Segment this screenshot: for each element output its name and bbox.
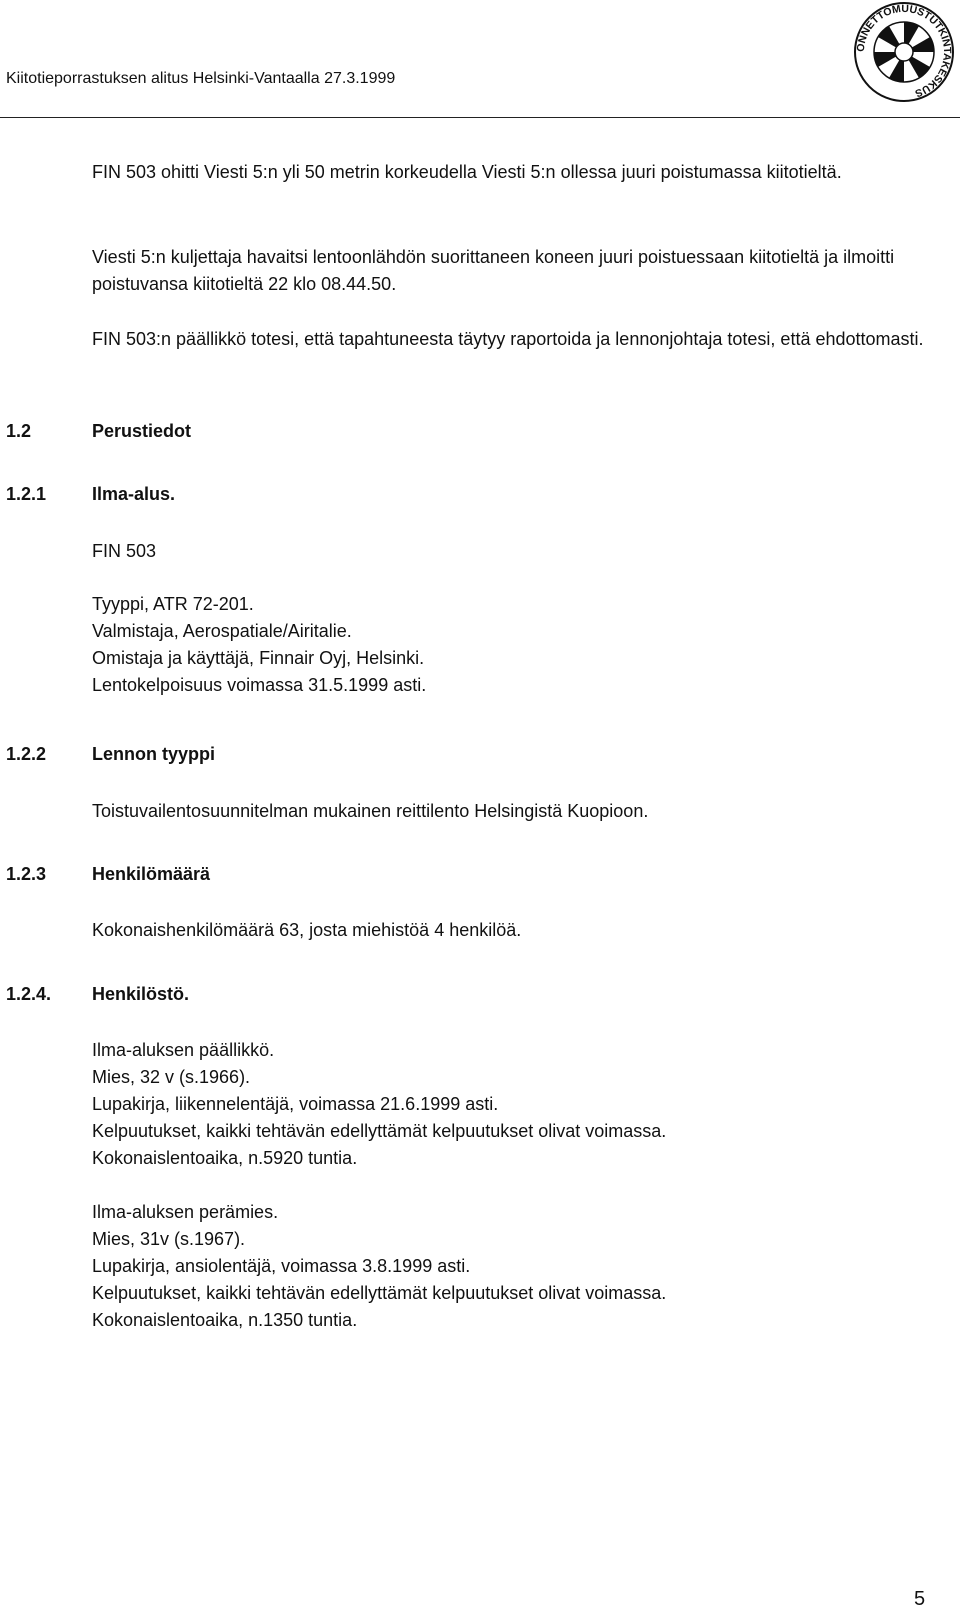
- section-number-1-2-1: 1.2.1: [6, 484, 47, 504]
- captain-ratings: Kelpuutukset, kaikki tehtävän edellyttämät kelpuutukset olivat voimassa.: [92, 1121, 667, 1141]
- aircraft-manufacturer: Valmistaja, Aerospatiale/Airitalie.: [92, 621, 352, 641]
- section-number-1-2-2: 1.2.2: [6, 744, 47, 764]
- paragraph-driver-observation: Viesti 5:n kuljettaja havaitsi lentoonlähdön suorittaneen koneen juuri poistuessaan kiitotieltä ja ilmoitti poistuvansa kiitotieltä 22 klo 08.44.50.: [92, 247, 895, 294]
- first-officer-flight-hours: Kokonaislentoaika, n.1350 tuntia.: [92, 1310, 358, 1330]
- paragraph-captain-statement: FIN 503:n päällikkö totesi, että tapahtuneesta täytyy raportoida ja lennonjohtaja totesi, että ehdottomasti.: [92, 329, 924, 349]
- captain-flight-hours: Kokonaislentoaika, n.5920 tuntia.: [92, 1148, 358, 1168]
- first-officer-age: Mies, 31v (s.1967).: [92, 1229, 246, 1249]
- flight-type-text: Toistuvailentosuunnitelman mukainen reittilento Helsingistä Kuopioon.: [92, 801, 649, 821]
- aircraft-owner-operator: Omistaja ja käyttäjä, Finnair Oyj, Helsinki.: [92, 648, 425, 668]
- section-title-perustiedot: Perustiedot: [92, 421, 192, 441]
- first-officer-heading: Ilma-aluksen perämies.: [92, 1202, 279, 1222]
- aircraft-type: Tyyppi, ATR 72-201.: [92, 594, 254, 614]
- first-officer-license: Lupakirja, ansiolentäjä, voimassa 3.8.1999 asti.: [92, 1256, 471, 1276]
- svg-text:ONNETTOMUUSTUTKINTAKESKUS: ONNETTOMUUSTUTKINTAKESKUS: [854, 2, 954, 100]
- section-number-1-2-3: 1.2.3: [6, 864, 47, 884]
- captain-license: Lupakirja, liikennelentäjä, voimassa 21.6.1999 asti.: [92, 1094, 499, 1114]
- captain-age: Mies, 32 v (s.1966).: [92, 1067, 251, 1087]
- aircraft-callsign: FIN 503: [92, 541, 157, 561]
- section-number-1-2-4: 1.2.4.: [6, 984, 52, 1004]
- header-divider: [0, 117, 960, 118]
- section-title-lennon-tyyppi: Lennon tyyppi: [92, 744, 215, 764]
- section-title-henkilosto: Henkilöstö.: [92, 984, 190, 1004]
- persons-on-board-text: Kokonaishenkilömäärä 63, josta miehistöä 4 henkilöä.: [92, 920, 522, 940]
- document-header-title: Kiitotieporrastuksen alitus Helsinki-Vantaalla 27.3.1999: [6, 70, 396, 87]
- section-title-ilma-alus: Ilma-alus.: [92, 484, 176, 504]
- page-number: 5: [914, 1588, 926, 1610]
- section-number-1-2: 1.2: [6, 421, 32, 441]
- paragraph-overtake: FIN 503 ohitti Viesti 5:n yli 50 metrin korkeudella Viesti 5:n ollessa juuri poistumassa kiitotieltä.: [92, 162, 842, 182]
- agency-seal-logo: [852, 0, 956, 104]
- captain-heading: Ilma-aluksen päällikkö.: [92, 1040, 275, 1060]
- aircraft-airworthiness: Lentokelpoisuus voimassa 31.5.1999 asti.: [92, 675, 427, 695]
- section-title-henkilomaara: Henkilömäärä: [92, 864, 211, 884]
- first-officer-ratings: Kelpuutukset, kaikki tehtävän edellyttämät kelpuutukset olivat voimassa.: [92, 1283, 667, 1303]
